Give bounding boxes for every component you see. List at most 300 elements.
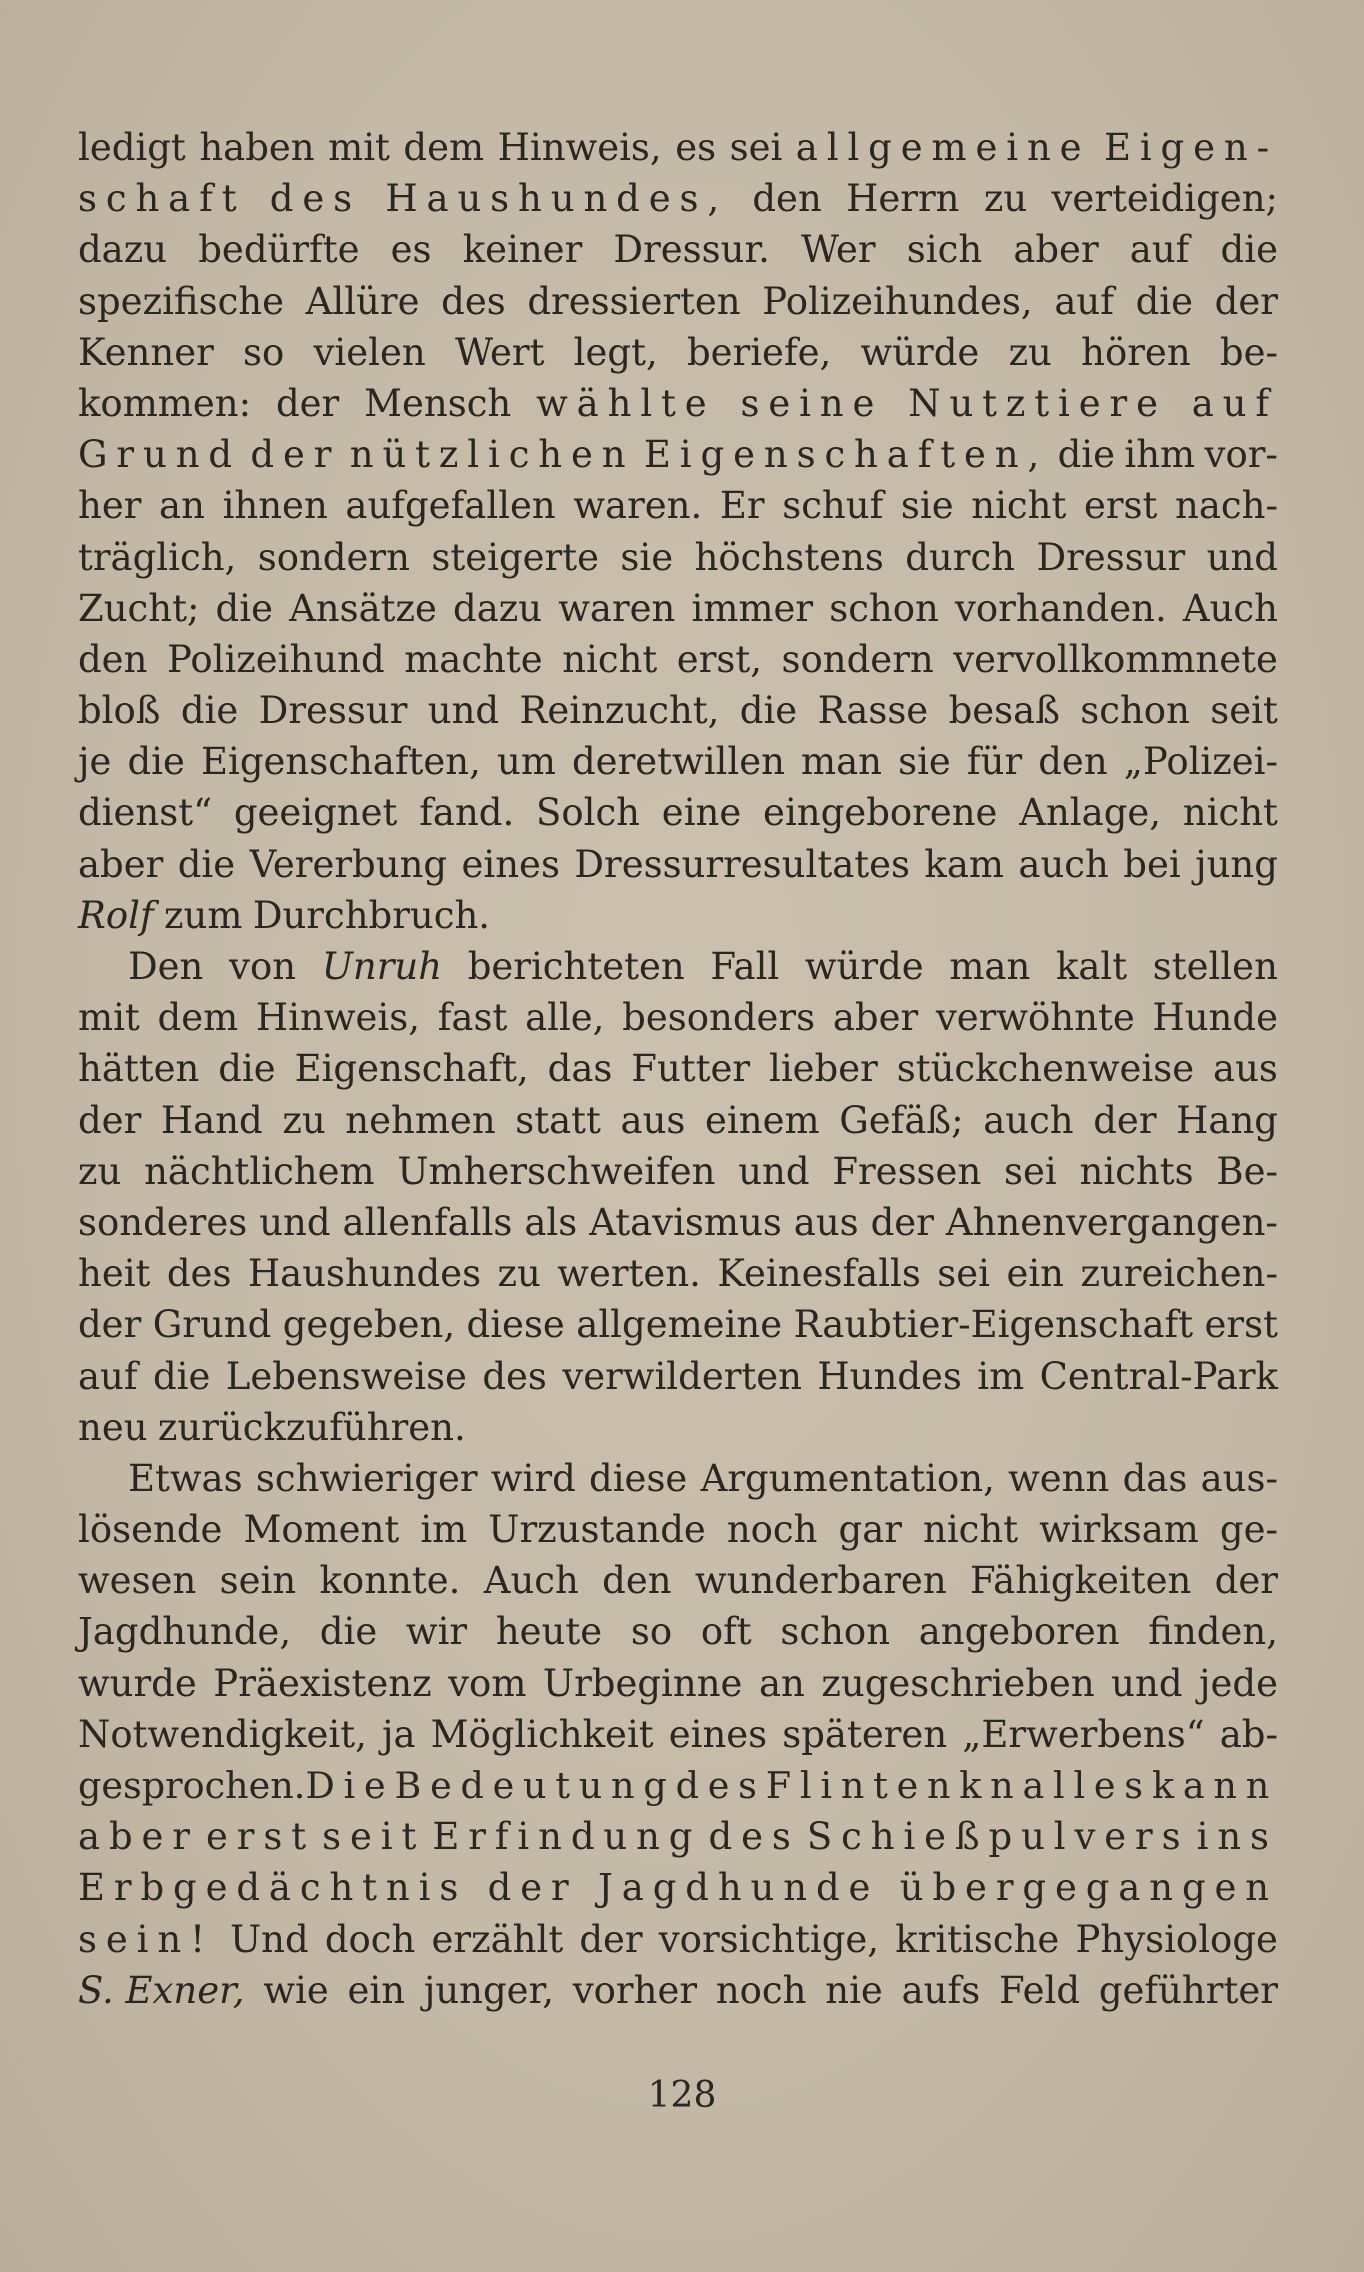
word: aufgefallen — [345, 484, 556, 528]
word: ihm — [1124, 433, 1196, 477]
word: Auch — [1182, 586, 1278, 630]
word: stellen — [1152, 945, 1278, 988]
word: ge- — [1219, 1508, 1278, 1552]
word: Hinweis, — [255, 996, 420, 1040]
word: verteidigen; — [1051, 177, 1278, 221]
text-line — [78, 173, 1278, 224]
word: waren. — [573, 484, 703, 528]
word: gar — [838, 1508, 902, 1552]
word: auf — [1129, 228, 1190, 272]
word: haben — [199, 126, 315, 169]
word: auf — [78, 1354, 138, 1398]
word: späteren — [782, 1712, 948, 1756]
word: den — [78, 637, 148, 681]
word: lieber — [768, 1047, 878, 1091]
word: wir — [405, 1610, 468, 1654]
word: dem — [157, 996, 239, 1040]
word: Moment — [243, 1508, 400, 1552]
word: der — [78, 1303, 142, 1347]
word: man — [949, 945, 1031, 988]
word: Vererbung — [249, 842, 448, 886]
word: Präexistenz — [213, 1661, 432, 1705]
text-line — [78, 941, 1278, 992]
word: seine — [740, 381, 884, 425]
word: aufs — [901, 1968, 981, 2012]
word: Keinesfalls — [717, 1252, 921, 1296]
word: des — [708, 1815, 800, 1859]
text-line — [78, 1606, 1278, 1657]
word: dazu — [78, 228, 168, 272]
text-line — [78, 839, 1278, 890]
word: und — [1111, 1661, 1183, 1705]
word: an — [159, 484, 205, 528]
word: wird — [490, 1456, 576, 1500]
word: Be- — [1216, 1149, 1278, 1193]
word: Umherschweifen — [397, 1149, 716, 1193]
word: Flintenknalles — [765, 1764, 1152, 1807]
word: schon — [1080, 689, 1190, 733]
word: einem — [705, 1098, 820, 1142]
word: Feld — [998, 1968, 1081, 2012]
word: die — [152, 1354, 211, 1398]
text-line — [78, 1965, 1278, 2016]
text-line — [78, 1095, 1278, 1146]
word: Erbgedächtnis — [78, 1866, 468, 1910]
word: wurde — [78, 1661, 197, 1705]
word: wie — [263, 1968, 329, 2012]
word: sie — [620, 535, 674, 579]
word: der — [1214, 279, 1278, 323]
word: wesen — [78, 1559, 197, 1603]
word: vor- — [1204, 433, 1278, 477]
word: die — [319, 1610, 378, 1654]
word: Atavismus — [589, 1200, 782, 1244]
word: Fressen — [832, 1149, 982, 1193]
word: verwilderten — [562, 1354, 802, 1398]
word: Grund — [78, 433, 241, 477]
text-line — [78, 1248, 1278, 1299]
word: nichts — [1079, 1149, 1194, 1193]
text-line — [78, 1299, 1278, 1350]
word: allgemeine — [576, 1303, 783, 1347]
word: der — [250, 433, 341, 477]
word: Fall — [710, 945, 780, 988]
word: deretwillen — [572, 740, 785, 784]
word: „Erwerbens“ — [962, 1712, 1205, 1756]
word: sei — [1004, 1149, 1057, 1193]
word: noch — [715, 1968, 807, 2012]
word: der — [275, 381, 340, 425]
word: Urzustande — [488, 1508, 706, 1552]
word: werten. — [557, 1252, 701, 1296]
word: Hunde — [1152, 996, 1278, 1040]
word: auch — [983, 1098, 1074, 1142]
word: das — [1122, 1456, 1188, 1500]
word: diese — [589, 1456, 688, 1500]
word: nicht — [562, 637, 658, 681]
word: vorsichtige, — [658, 1917, 880, 1961]
word: waren — [558, 586, 676, 630]
word: im — [420, 1508, 468, 1552]
word: Eigenschaften, — [200, 740, 481, 784]
word: zureichen- — [1080, 1252, 1278, 1296]
word: Notwendigkeit, — [78, 1712, 367, 1756]
body-text — [78, 122, 1278, 2016]
word: die — [180, 689, 239, 733]
word: nützlichen — [349, 433, 635, 477]
word: schon — [829, 586, 939, 630]
word: besonders — [622, 996, 816, 1040]
word: ja — [381, 1712, 416, 1756]
word: bloß — [78, 689, 161, 733]
word: Hundes — [817, 1354, 962, 1398]
word: erst — [1083, 484, 1158, 528]
word: seit — [1210, 689, 1278, 733]
text-line — [78, 890, 1278, 941]
word: vielen — [313, 330, 426, 374]
word: zu — [497, 1252, 541, 1296]
page-number: 128 — [647, 2075, 717, 2116]
word: oft — [700, 1610, 752, 1654]
word: Ahnenvergangen- — [945, 1200, 1278, 1244]
word: Erfindung — [432, 1815, 702, 1859]
word: heute — [495, 1610, 603, 1654]
word: aber — [78, 1815, 199, 1859]
word: eingeborene — [763, 791, 998, 835]
word: übergegangen — [899, 1866, 1278, 1910]
word: der — [579, 1917, 643, 1961]
word: auf — [1191, 381, 1278, 425]
word: „Polizei- — [1123, 740, 1278, 784]
word: je — [78, 740, 112, 784]
word: gegeben, — [282, 1303, 456, 1347]
word: den — [602, 1559, 672, 1603]
word: zu — [1008, 330, 1052, 374]
word: lösende — [78, 1508, 223, 1552]
word: be- — [1219, 330, 1278, 374]
word: als — [524, 1200, 578, 1244]
text-line — [78, 1555, 1278, 1606]
word: fand. — [419, 791, 515, 835]
word: erzählt — [431, 1917, 564, 1961]
word: kann — [1151, 1764, 1278, 1807]
text-line — [78, 1043, 1278, 1094]
word: von — [229, 945, 297, 988]
word: Raubtier-Eigenschaft — [793, 1303, 1194, 1347]
word: junger, — [423, 1968, 554, 2012]
word: Kenner — [78, 330, 214, 374]
word: bei — [1123, 842, 1181, 886]
word: und — [259, 1200, 331, 1244]
text-line — [78, 685, 1278, 736]
word: Hinweis, — [497, 126, 662, 169]
text-line — [78, 1402, 1278, 1453]
word: zu — [78, 1149, 122, 1193]
word: es — [675, 126, 717, 169]
word: Allüre — [305, 279, 420, 323]
word: auch — [1018, 842, 1109, 886]
word: Wert — [454, 330, 545, 374]
text-line — [78, 224, 1278, 275]
word: geführter — [1098, 1968, 1278, 2012]
word: Central-Park — [1039, 1354, 1278, 1398]
word: Haushundes — [247, 1252, 482, 1296]
word: kalt — [1055, 945, 1128, 988]
word: nicht — [971, 484, 1067, 528]
word: angeboren — [918, 1610, 1120, 1654]
word: legt, — [573, 330, 658, 374]
word: die — [177, 842, 236, 886]
word: erst — [1204, 1303, 1278, 1347]
word: so — [630, 1610, 673, 1654]
word: Eigen- — [1103, 126, 1278, 169]
text-line — [78, 1197, 1278, 1248]
word: den — [752, 177, 822, 221]
word: erst — [206, 1815, 315, 1859]
text-line — [78, 1709, 1278, 1760]
word: zu — [282, 1098, 326, 1142]
text-line — [78, 429, 1278, 480]
word: aber — [1013, 228, 1099, 272]
word: der — [1214, 1559, 1278, 1603]
word: Wer — [801, 228, 876, 272]
word: Rolf — [78, 893, 154, 937]
word: Rasse — [817, 689, 929, 733]
text-line — [78, 276, 1278, 327]
word: des — [675, 1764, 766, 1807]
word: Lebensweise — [225, 1354, 467, 1398]
word: ihnen — [222, 484, 328, 528]
word: nicht — [1182, 791, 1278, 835]
word: ein — [347, 1968, 406, 2012]
word: Herrn — [846, 177, 960, 221]
word: träglich, — [78, 535, 237, 579]
word: dem — [403, 126, 485, 169]
text-line — [78, 122, 1278, 173]
word: eine — [661, 791, 742, 835]
word: Möglichkeit — [430, 1712, 654, 1756]
word: ab- — [1219, 1712, 1278, 1756]
text-line — [78, 1504, 1278, 1555]
word: spezifische — [78, 279, 285, 323]
word: der — [870, 1200, 934, 1244]
word: mit — [78, 996, 140, 1040]
word: vom — [448, 1661, 527, 1705]
word: Jagdhunde, — [78, 1610, 292, 1654]
word: nach- — [1175, 484, 1278, 528]
word: aus — [1213, 1047, 1278, 1091]
word: schaft — [78, 177, 246, 221]
text-line — [78, 1811, 1278, 1862]
word: S. Exner, — [78, 1968, 245, 2012]
word: nicht — [923, 1508, 1019, 1552]
word: her — [78, 484, 142, 528]
word: das — [547, 1047, 613, 1091]
word: würde — [804, 945, 924, 988]
word: nächtlichem — [144, 1149, 375, 1193]
word: Futter — [631, 1047, 751, 1091]
word: aus — [793, 1200, 859, 1244]
word: diese — [466, 1303, 565, 1347]
word: mit — [328, 126, 390, 169]
word: des — [269, 177, 362, 221]
text-line — [78, 1351, 1278, 1402]
word: Urbeginne — [542, 1661, 743, 1705]
word: Dressur — [258, 689, 408, 733]
word: des — [482, 1354, 547, 1398]
word: zurückzuführen. — [157, 1405, 466, 1449]
word: zum — [164, 893, 243, 937]
word: gesprochen. — [78, 1764, 306, 1807]
word: geeignet — [233, 791, 398, 835]
word: keiner — [462, 228, 583, 272]
word: machte — [404, 637, 543, 681]
word: und — [738, 1149, 810, 1193]
word: erst, — [676, 637, 762, 681]
word: dazu — [453, 586, 543, 630]
word: Gefäß; — [839, 1098, 964, 1142]
text-line — [78, 1658, 1278, 1709]
word: wenn — [1008, 1456, 1110, 1500]
word: Reinzucht, — [519, 689, 720, 733]
word: des — [166, 1252, 232, 1296]
word: alle, — [525, 996, 605, 1040]
word: sondern — [257, 535, 410, 579]
word: so — [243, 330, 285, 374]
word: nie — [825, 1968, 883, 2012]
word: zu — [983, 177, 1028, 221]
word: ins — [1196, 1815, 1278, 1859]
word: Polizeihund — [166, 637, 385, 681]
word: doch — [324, 1917, 416, 1961]
word: sonderes — [78, 1200, 248, 1244]
word: an — [758, 1661, 805, 1705]
word: Durchbruch. — [252, 893, 491, 937]
word: Polizeihundes, — [762, 279, 1033, 323]
text-line — [78, 992, 1278, 1043]
word: dressierten — [527, 279, 741, 323]
word: berichteten — [467, 945, 685, 988]
text-line — [78, 1453, 1278, 1504]
word: sie — [900, 484, 954, 528]
word: stückchenweise — [896, 1047, 1195, 1091]
word: um — [496, 740, 556, 784]
word: beriefe, — [686, 330, 832, 374]
word: neu — [78, 1405, 148, 1449]
word: seit — [322, 1815, 426, 1859]
word: ledigt — [78, 126, 186, 169]
word: Und — [229, 1917, 309, 1961]
text-line — [78, 327, 1278, 378]
word: Bedeutung — [394, 1764, 676, 1807]
word: die — [127, 740, 185, 784]
word: sei — [937, 1252, 991, 1296]
word: Anlage, — [1019, 791, 1162, 835]
word: fast — [437, 996, 508, 1040]
word: Hand — [160, 1098, 263, 1142]
word: Physiologe — [1075, 1917, 1278, 1961]
word: aus — [620, 1098, 686, 1142]
word: der — [78, 1098, 142, 1142]
word: kommen: — [78, 381, 252, 425]
word: Ansätze — [289, 586, 437, 630]
word: sie — [898, 740, 951, 784]
text-line — [78, 1146, 1278, 1197]
word: wirksam — [1039, 1508, 1199, 1552]
word: schwieriger — [255, 1456, 478, 1500]
word: Haushundes, — [385, 177, 729, 221]
word: konnte. — [319, 1559, 461, 1603]
word: wählte — [536, 381, 716, 425]
word: allenfalls — [342, 1200, 513, 1244]
word: würde — [860, 330, 980, 374]
word: Unruh — [321, 945, 443, 988]
word: im — [977, 1354, 1025, 1398]
word: sein! — [78, 1917, 214, 1961]
word: eines — [461, 842, 560, 886]
text-line — [78, 480, 1278, 531]
word: des — [441, 279, 506, 323]
word: statt — [515, 1098, 601, 1142]
word: für — [966, 740, 1023, 784]
word: aber — [832, 996, 919, 1040]
word: steigerte — [431, 535, 599, 579]
text-line — [78, 378, 1278, 429]
word: die — [1135, 279, 1194, 323]
word: Dressur. — [613, 228, 770, 272]
word: die — [215, 586, 273, 630]
word: Zucht; — [78, 586, 200, 630]
word: noch — [726, 1508, 818, 1552]
word: aber — [78, 842, 164, 886]
word: Solch — [536, 791, 641, 835]
word: Eigenschaft, — [294, 1047, 529, 1091]
word: verwöhnte — [935, 996, 1135, 1040]
word: vorher — [572, 1968, 698, 2012]
text-line — [78, 736, 1278, 787]
word: heit — [78, 1252, 151, 1296]
word: schuf — [782, 484, 884, 528]
word: Er — [719, 484, 765, 528]
word: vervollkommnete — [953, 637, 1278, 681]
word: zugeschrieben — [821, 1661, 1095, 1705]
word: höchstens — [694, 535, 884, 579]
word: Auch — [483, 1559, 579, 1603]
word: Eigenschaften, — [643, 433, 1049, 477]
text-line — [78, 1914, 1278, 1965]
word: die — [1220, 228, 1278, 272]
word: und — [427, 689, 500, 733]
word: schon — [780, 1610, 891, 1654]
word: Die — [305, 1764, 395, 1807]
word: Dressur — [1036, 535, 1186, 579]
word: der — [1093, 1098, 1157, 1142]
word: jung — [1195, 842, 1278, 886]
word: die — [218, 1047, 276, 1091]
word: allgemeine — [795, 126, 1091, 169]
word: besaß — [948, 689, 1060, 733]
text-line — [78, 583, 1278, 634]
text-line — [78, 532, 1278, 583]
word: Jagdhunde — [598, 1866, 880, 1910]
word: der — [487, 1866, 578, 1910]
word: Hang — [1176, 1098, 1278, 1142]
word: man — [801, 740, 883, 784]
word: finden, — [1148, 1610, 1278, 1654]
word: Grund — [152, 1303, 272, 1347]
text-line — [78, 1862, 1278, 1913]
word: eines — [668, 1712, 768, 1756]
